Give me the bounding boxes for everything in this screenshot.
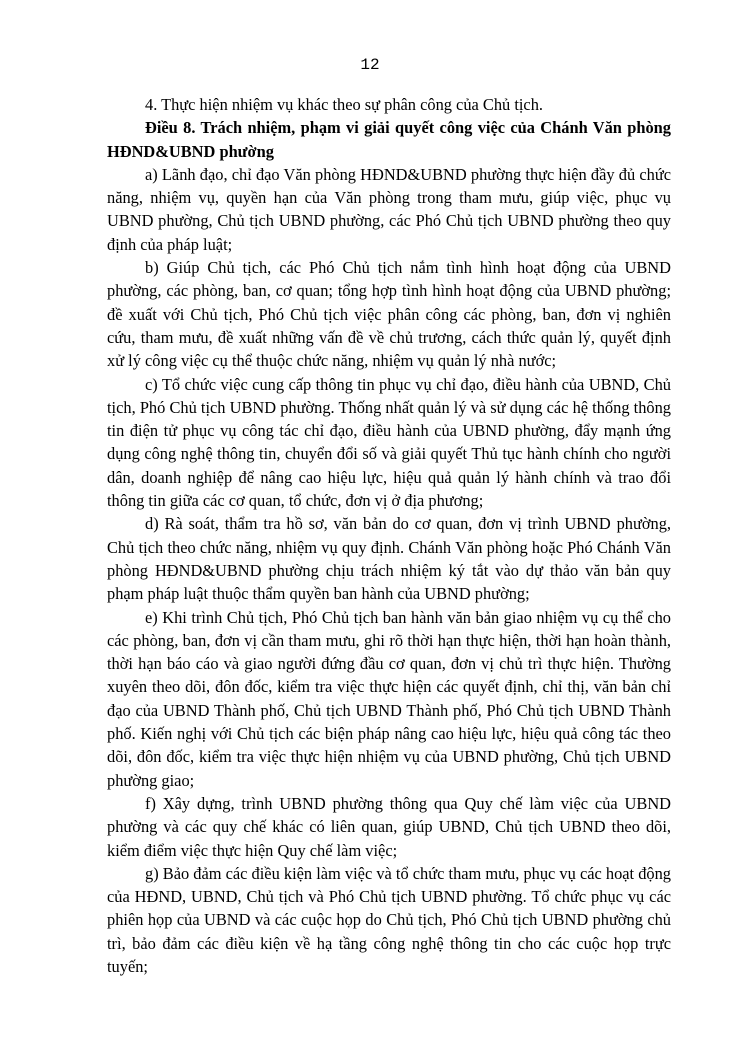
clause-g-paragraph: g) Bảo đảm các điều kiện làm việc và tổ chức tham mưu, phục vụ các hoạt động của HĐND, UBND, Chủ tịch và Phó Chủ tịch UBND phường. Tổ chức phục vụ các phiên họp của UBND và các cuộc họp do Chủ tịch, Phó Chủ tịch UBND phường chủ trì, bảo đảm các điều kiện về hạ tầng công nghệ thông tin cho các cuộc họp trực tuyến; (107, 863, 671, 976)
clause-a-paragraph: a) Lãnh đạo, chỉ đạo Văn phòng HĐND&UBND phường thực hiện đầy đủ chức năng, nhiệm vụ, quyền hạn của Văn phòng trong tham mưu, giúp việc, phục vụ UBND phường, Chủ tịch UBND phường, các Phó Chủ tịch UBND phường theo quy định của pháp luật; (107, 164, 671, 254)
clause-f-paragraph: f) Xây dựng, trình UBND phường thông qua Quy chế làm việc của UBND phường và các quy chế khác có liên quan, giúp UBND, Chủ tịch UBND theo dõi, kiểm điểm việc thực hiện Quy chế làm việc; (107, 793, 671, 860)
article-8-heading: Điều 8. Trách nhiệm, phạm vi giải quyết công việc của Chánh Văn phòng HĐND&UBND phường (107, 118, 671, 161)
clause-4-paragraph: 4. Thực hiện nhiệm vụ khác theo sự phân công của Chủ tịch. (145, 95, 544, 114)
document-body (107, 93, 671, 978)
clause-b-paragraph: b) Giúp Chủ tịch, các Phó Chủ tịch nắm tình hình hoạt động của UBND phường, các phòng, ban, cơ quan; tổng hợp tình hình hoạt động của UBND phường; đề xuất với Chủ tịch, Phó Chủ tịch việc phân công các phòng, ban, đơn vị nghiên cứu, tham mưu, đề xuất những vấn đề về chủ trương, cách thức quản lý, quyết định xử lý công việc cụ thể thuộc chức năng, nhiệm vụ quản lý nhà nước; (107, 258, 671, 371)
clause-c-paragraph: c) Tổ chức việc cung cấp thông tin phục vụ chỉ đạo, điều hành của UBND, Chủ tịch, Phó Chủ tịch UBND phường. Thống nhất quản lý và sử dụng các hệ thống thông tin điện tử phục vụ công tác chỉ đạo, điều hành của UBND phường, đẩy mạnh ứng dụng công nghệ thông tin, chuyển đổi số và giải quyết Thủ tục hành chính cho người dân, doanh nghiệp để nâng cao hiệu lực, hiệu quả quản lý hành chính và trao đổi thông tin giữa các cơ quan, tổ chức, đơn vị ở địa phương; (107, 374, 671, 511)
clause-d-paragraph: d) Rà soát, thẩm tra hồ sơ, văn bản do cơ quan, đơn vị trình UBND phường, Chủ tịch theo chức năng, nhiệm vụ quy định. Chánh Văn phòng hoặc Phó Chánh Văn phòng HĐND&UBND phường chịu trách nhiệm ký tắt vào dự thảo văn bản quy phạm pháp luật thuộc thẩm quyền ban hành của UBND phường; (107, 514, 671, 604)
page-number: 12 (360, 56, 380, 74)
clause-e-paragraph: e) Khi trình Chủ tịch, Phó Chủ tịch ban hành văn bản giao nhiệm vụ cụ thể cho các phòng, ban, đơn vị cần tham mưu, ghi rõ thời hạn thực hiện, thời hạn hoàn thành, thời hạn báo cáo và giao người đứng đầu cơ quan, đơn vị chủ trì thực hiện. Thường xuyên theo dõi, đôn đốc, kiểm tra việc thực hiện các quyết định, chỉ thị, văn bản chỉ đạo của UBND Thành phố, Chủ tịch UBND Thành phố, Phó Chủ tịch UBND Thành phố. Kiến nghị với Chủ tịch các biện pháp nâng cao hiệu lực, hiệu quả công tác theo dõi, đôn đốc, kiểm tra việc thực hiện nhiệm vụ của UBND phường, Chủ tịch UBND phường giao; (107, 607, 671, 790)
